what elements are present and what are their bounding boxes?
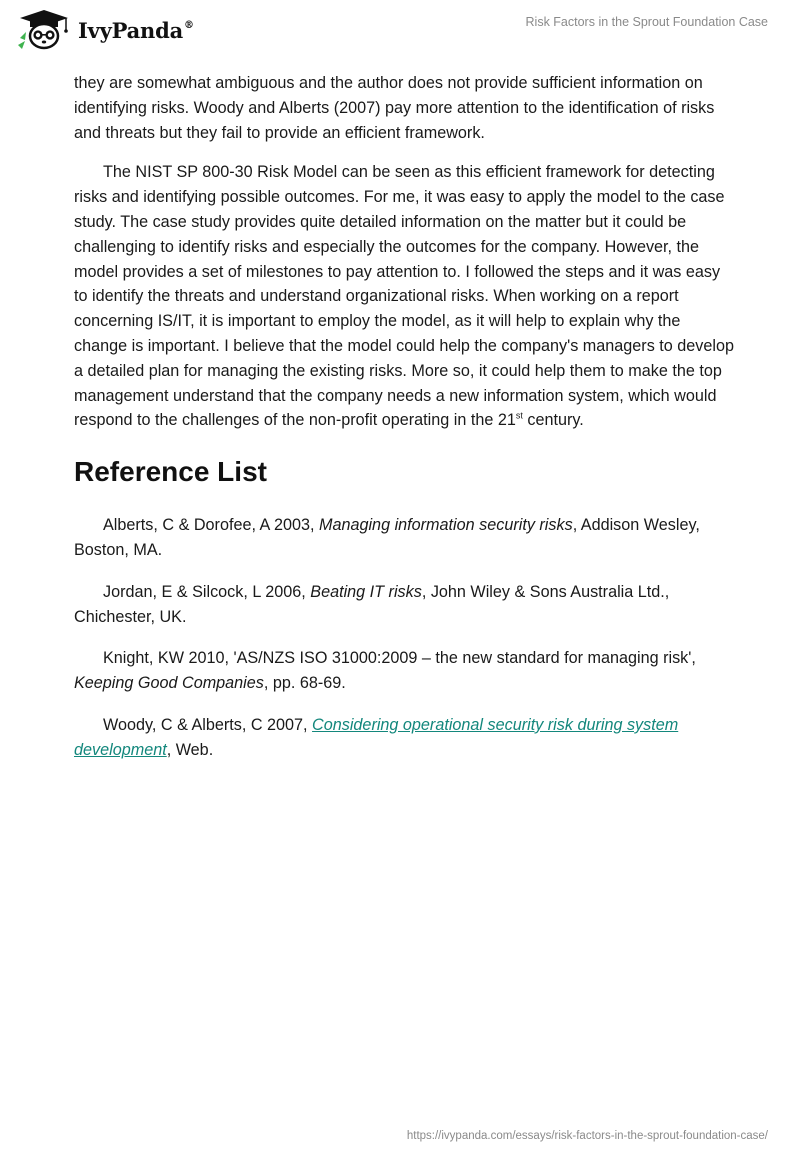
reference-item: Alberts, C & Dorofee, A 2003, Managing information security risks, Addison Wesley, Boston, MA. xyxy=(74,516,700,559)
paragraph-continuation: they are somewhat ambiguous and the author does not provide sufficient information on identifying risks. Woody and Alberts (2007) pay more attention to the identification of risks and threats but they fail to provide an efficient framework. xyxy=(74,74,715,142)
document-body xyxy=(74,71,734,780)
reference-item: Knight, KW 2010, 'AS/NZS ISO 31000:2009 – the new standard for managing risk', Keeping Good Companies, pp. 68-69. xyxy=(74,649,696,693)
reference-item: Woody, C & Alberts, C 2007, Considering operational security risk during system development, Web. xyxy=(74,715,679,759)
panda-graduate-icon xyxy=(16,8,72,52)
reference-item: Jordan, E & Silcock, L 2006, Beating IT risks, John Wiley & Sons Australia Ltd., Chichester, UK. xyxy=(74,582,670,626)
footer-url[interactable]: https://ivypanda.com/essays/risk-factors-in-the-sprout-foundation-case/ xyxy=(406,1130,768,1142)
reference-link[interactable]: Considering operational security risk during system development xyxy=(74,715,679,759)
document-title: Risk Factors in the Sprout Foundation Case xyxy=(525,15,768,29)
paragraph-nist-model: The NIST SP 800-30 Risk Model can be seen as this efficient framework for detecting risks and identifying possible outcomes. For me, it was easy to apply the model to the case study. The case study provides quite detailed information on the matter but it could be challenging to identify risks and especially the outcomes for the company. However, the model provides a set of milestones to pay attention to. I followed the steps and it was easy to identify the threats and understand organizational risks. When working on a report concerning IS/IT, it is important to employ the model, as it will help to explain why the change is important. I believe that the model could help the company's managers to develop a detailed plan for managing the existing risks. More so, it could help them to make the top management understand that the company needs a new information system, which would respond to the challenges of the non-profit operating in the 21st century. xyxy=(74,163,734,430)
page-header xyxy=(0,0,800,70)
ivypanda-logo[interactable] xyxy=(16,8,194,52)
brand-name: IvyPanda® xyxy=(78,17,194,43)
reference-list-heading: Reference List xyxy=(74,456,267,488)
